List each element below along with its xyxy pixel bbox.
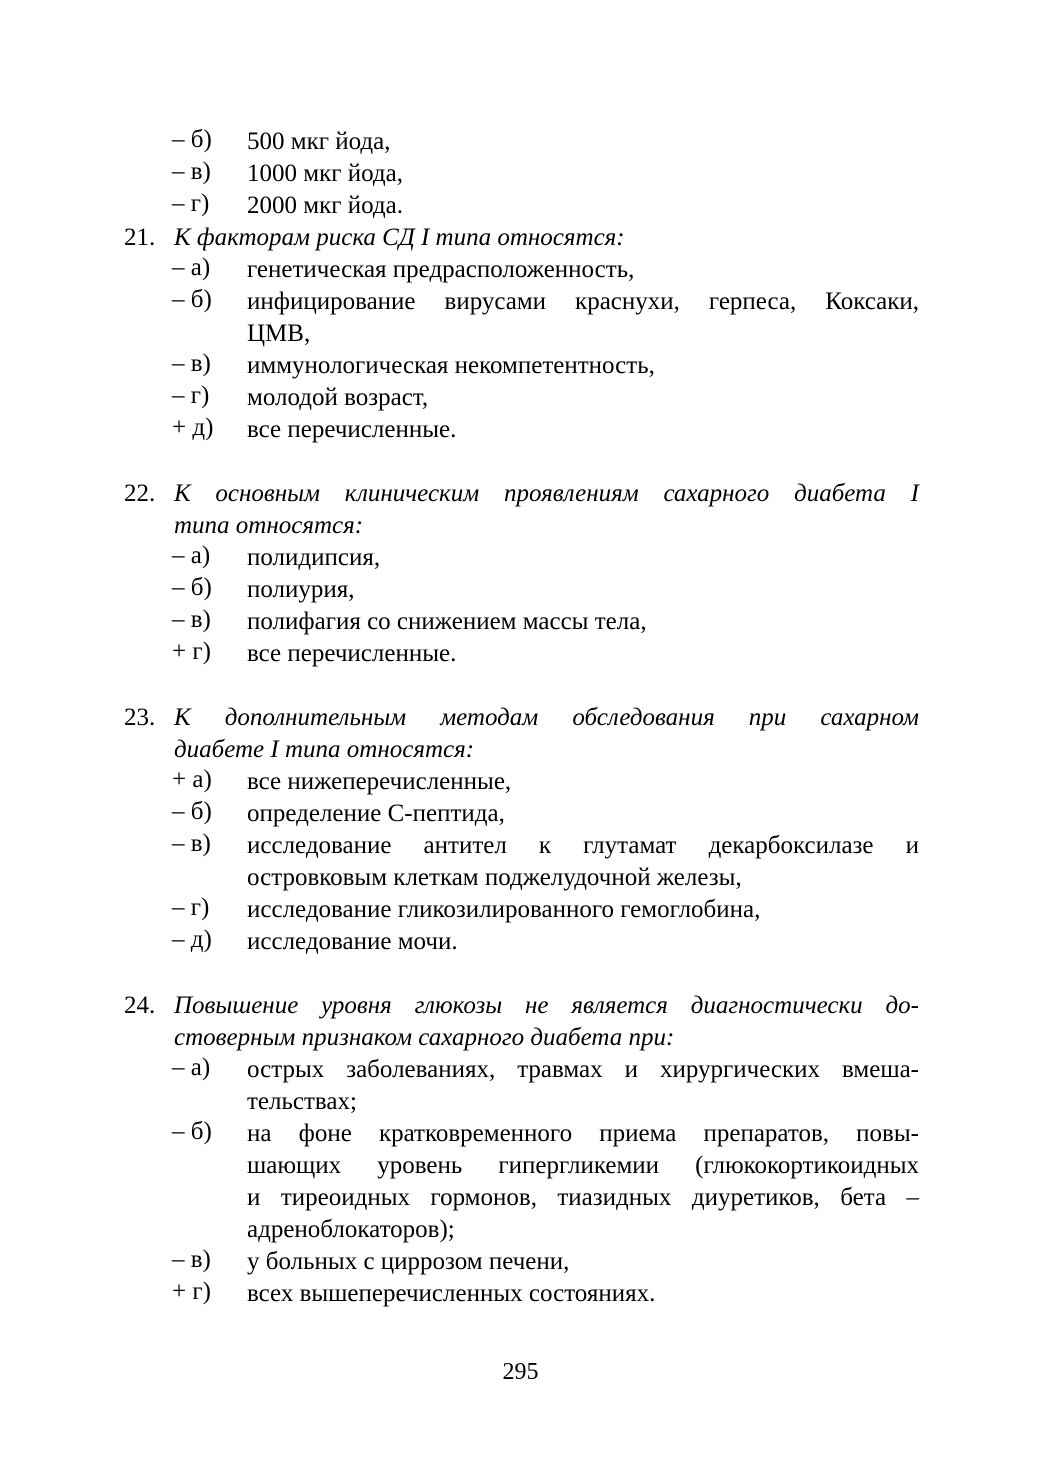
option-marker: – б) xyxy=(172,126,212,153)
answer-option xyxy=(124,1054,919,1118)
answer-option xyxy=(124,1246,919,1278)
option-text: исследование гликозилированного гемоглобина, xyxy=(247,896,761,923)
answer-option xyxy=(124,606,919,638)
option-text: островковым клеткам поджелудочной железы, xyxy=(247,864,742,891)
question-number: 21. xyxy=(124,224,156,251)
option-text: у больных с циррозом печени, xyxy=(247,1248,570,1275)
question-text: К дополнительным методам обследования при сахарном xyxy=(174,704,919,731)
question-number: 22. xyxy=(124,480,156,507)
question-text: К основным клиническим проявлениям сахарного диабета I xyxy=(174,480,919,507)
option-text: инфицирование вирусами краснухи, герпеса, Коксаки, xyxy=(247,288,919,315)
option-text: тельствах; xyxy=(247,1088,357,1115)
option-marker: – а) xyxy=(172,542,211,569)
answer-option xyxy=(124,254,919,286)
option-text: все перечисленные. xyxy=(247,640,457,667)
option-marker: – б) xyxy=(172,798,212,825)
answer-option xyxy=(124,190,919,222)
option-text: исследование мочи. xyxy=(247,928,458,955)
answer-option xyxy=(124,798,919,830)
option-marker: – в) xyxy=(172,1246,211,1273)
option-marker: + а) xyxy=(172,766,212,793)
option-marker: – в) xyxy=(172,350,211,377)
question-22 xyxy=(124,478,919,670)
option-marker: – а) xyxy=(172,254,211,281)
option-marker: – г) xyxy=(172,190,210,217)
page-number: 295 xyxy=(502,1359,539,1385)
option-marker: – в) xyxy=(172,606,211,633)
question-number: 24. xyxy=(124,992,156,1019)
spacer xyxy=(124,670,919,702)
option-text: 1000 мкг йода, xyxy=(247,160,403,187)
answer-option xyxy=(124,542,919,574)
option-marker: – г) xyxy=(172,894,210,921)
question-text: диабете I типа относятся: xyxy=(174,736,475,763)
question-heading xyxy=(124,702,919,766)
answer-option xyxy=(124,830,919,894)
option-marker: + г) xyxy=(172,638,211,665)
answer-option xyxy=(124,894,919,926)
question-number: 23. xyxy=(124,704,156,731)
answer-option xyxy=(124,350,919,382)
option-text: полифагия со снижением массы тела, xyxy=(247,608,647,635)
page-content xyxy=(124,126,919,1310)
option-text: иммунологическая некомпетентность, xyxy=(247,352,655,379)
question-heading xyxy=(124,990,919,1054)
question-23 xyxy=(124,702,919,958)
option-text: исследование антител к глутамат декарбоксилазе и xyxy=(247,832,919,859)
answer-option xyxy=(124,286,919,350)
option-text: шающих уровень гипергликемии (глюкокортикоидных xyxy=(247,1152,919,1179)
answer-option xyxy=(124,126,919,158)
option-text: определение С-пептида, xyxy=(247,800,505,827)
option-marker: + д) xyxy=(172,414,214,441)
question-21 xyxy=(124,222,919,446)
option-marker: – б) xyxy=(172,574,212,601)
option-text: острых заболеваниях, травмах и хирургических вмеша- xyxy=(247,1056,919,1083)
option-text: 500 мкг йода, xyxy=(247,128,391,155)
question-24 xyxy=(124,990,919,1310)
answer-option xyxy=(124,414,919,446)
question-text: стоверным признаком сахарного диабета при: xyxy=(174,1024,675,1051)
option-marker: – а) xyxy=(172,1054,211,1081)
spacer xyxy=(124,958,919,990)
option-text: генетическая предрасположенность, xyxy=(247,256,635,283)
answer-option xyxy=(124,574,919,606)
option-marker: – г) xyxy=(172,382,210,409)
question-heading xyxy=(124,478,919,542)
option-text: все нижеперечисленные, xyxy=(247,768,512,795)
answer-option xyxy=(124,382,919,414)
continued-options xyxy=(124,126,919,222)
option-text: адреноблокаторов); xyxy=(247,1216,455,1243)
answer-option xyxy=(124,1278,919,1310)
answer-option xyxy=(124,1118,919,1246)
option-text: и тиреоидных гормонов, тиазидных диуретиков, бета – xyxy=(247,1184,919,1211)
option-marker: – в) xyxy=(172,830,211,857)
option-text: полидипсия, xyxy=(247,544,381,571)
option-marker: – в) xyxy=(172,158,211,185)
option-marker: – б) xyxy=(172,286,212,313)
option-text: ЦМВ, xyxy=(247,320,311,347)
option-text: полиурия, xyxy=(247,576,355,603)
option-text: все перечисленные. xyxy=(247,416,457,443)
question-heading xyxy=(124,222,919,254)
option-text: молодой возраст, xyxy=(247,384,429,411)
option-marker: + г) xyxy=(172,1278,211,1305)
spacer xyxy=(124,446,919,478)
option-marker: – д) xyxy=(172,926,212,953)
option-text: на фоне кратковременного приема препаратов, повы- xyxy=(247,1120,919,1147)
option-text: 2000 мкг йода. xyxy=(247,192,403,219)
question-text: Повышение уровня глюкозы не является диагностически до- xyxy=(174,992,919,1019)
option-marker: – б) xyxy=(172,1118,212,1145)
answer-option xyxy=(124,638,919,670)
question-text: К факторам риска СД I типа относятся: xyxy=(174,224,625,251)
question-text: типа относятся: xyxy=(174,512,364,539)
answer-option xyxy=(124,158,919,190)
option-text: всех вышеперечисленных состояниях. xyxy=(247,1280,656,1307)
answer-option xyxy=(124,926,919,958)
answer-option xyxy=(124,766,919,798)
